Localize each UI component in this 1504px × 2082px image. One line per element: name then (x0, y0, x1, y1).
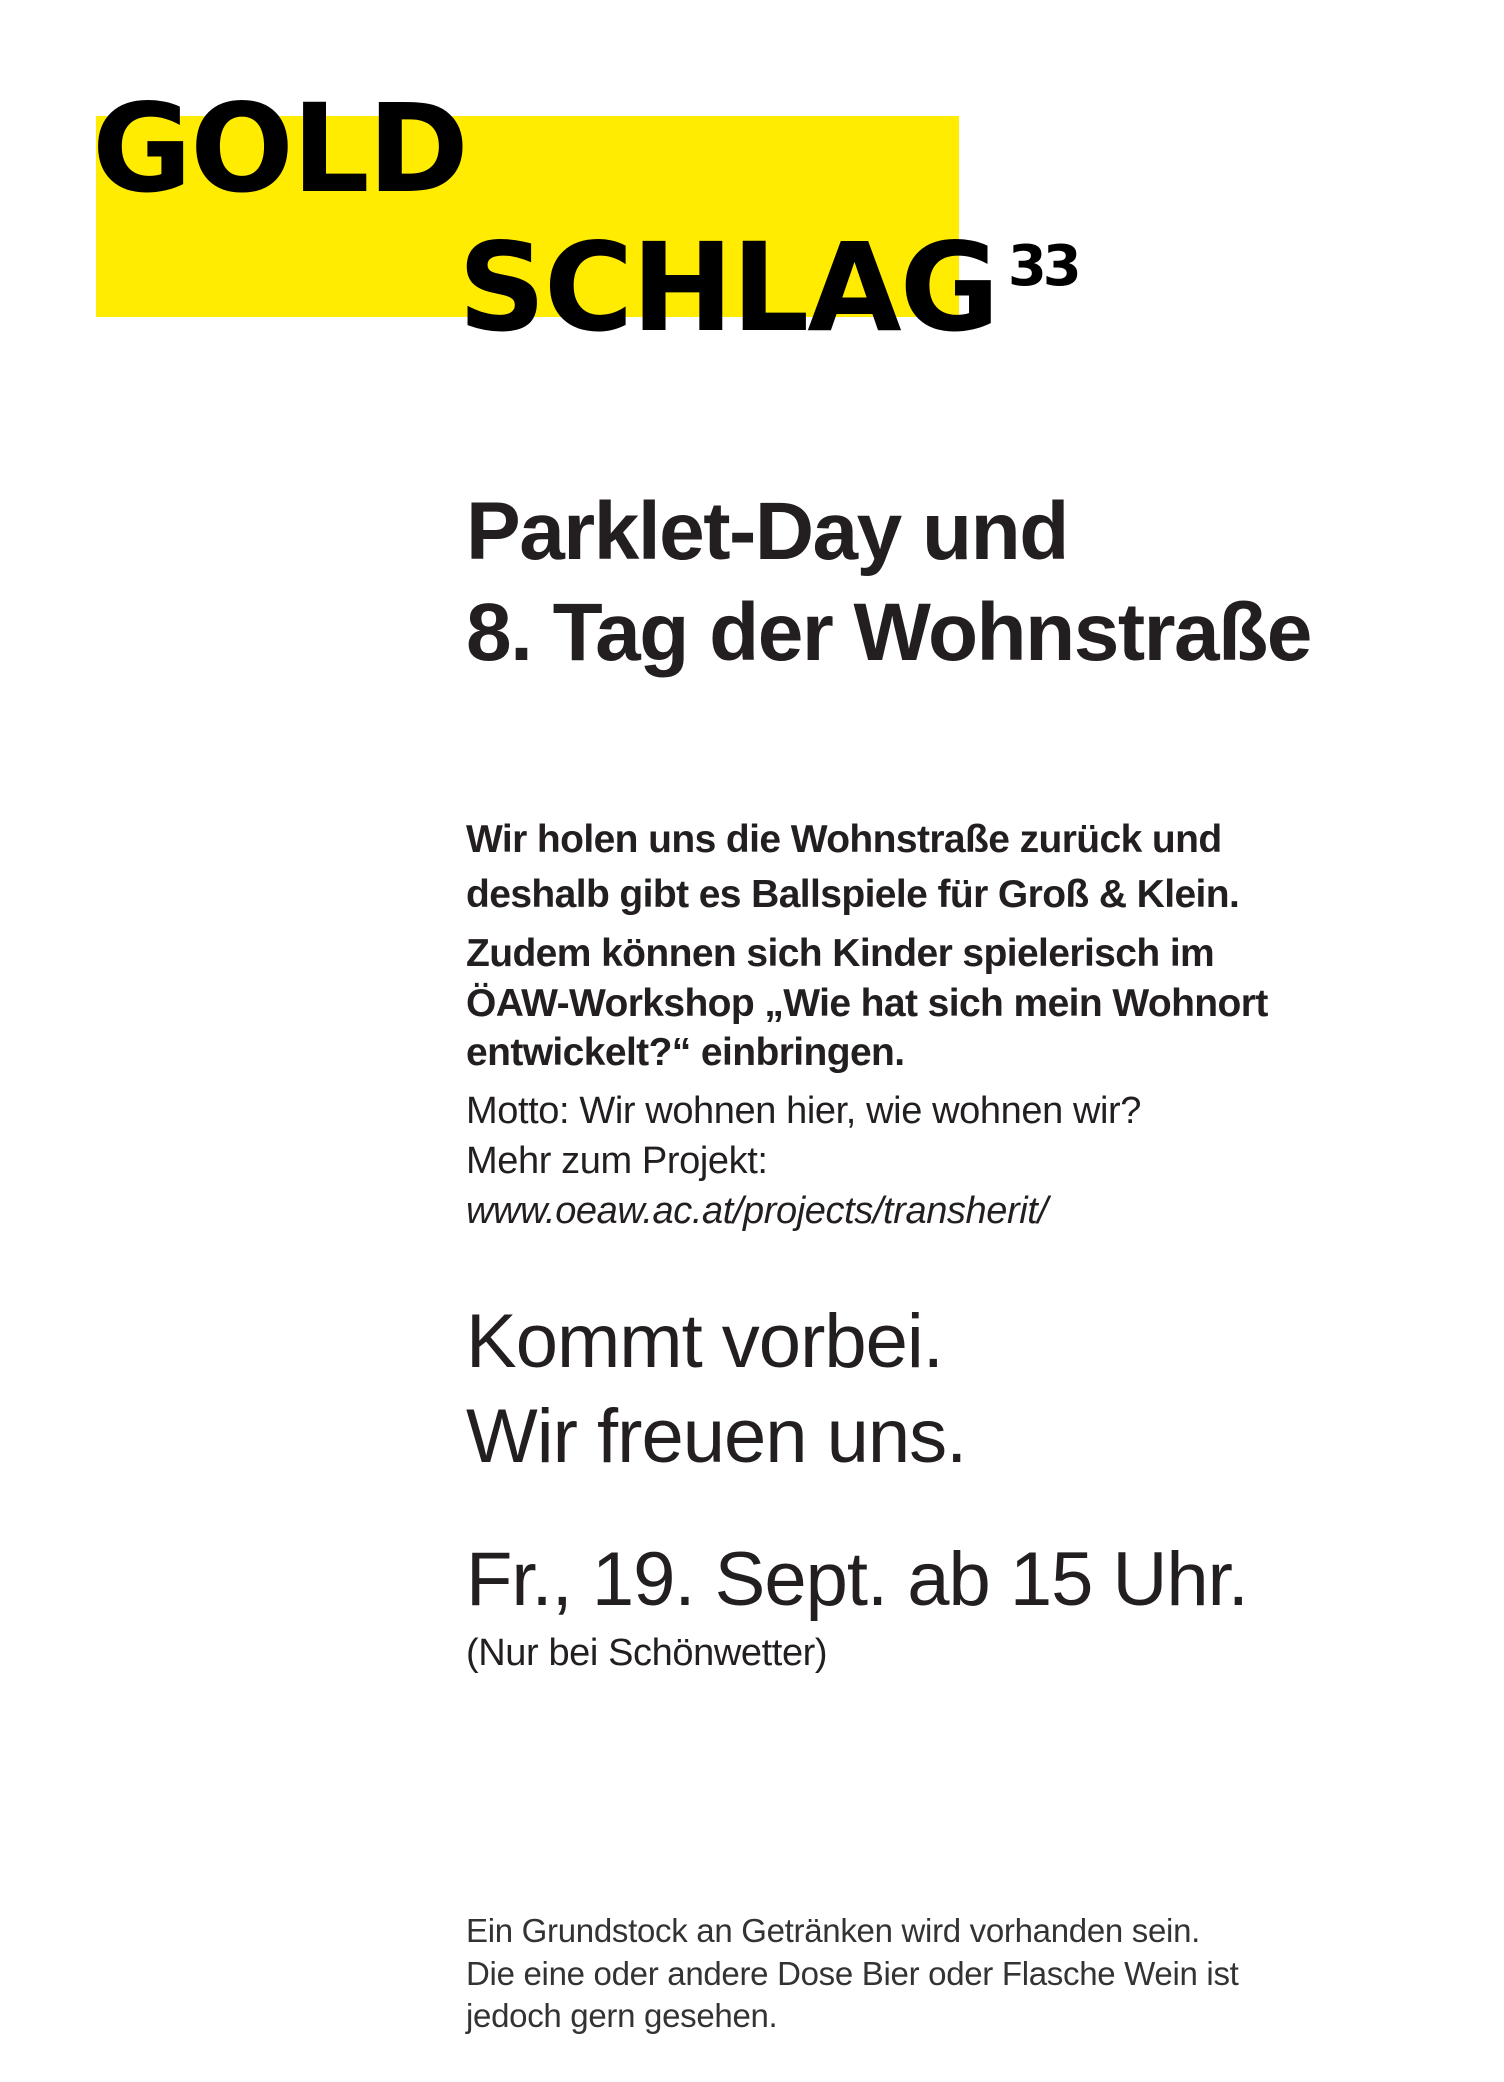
footer-line: Ein Grundstock an Getränken wird vorhanden sein. (466, 1912, 1201, 1949)
weather-note: (Nur bei Schönwetter) (466, 1632, 828, 1674)
intro-line: Zudem können sich Kinder spielerisch im (466, 932, 1215, 975)
intro-line: deshalb gibt es Ballspiele für Groß & Klein. (466, 873, 1240, 916)
page-title-line2: 8. Tag der Wohnstraße (466, 587, 1311, 678)
project-url: www.oeaw.ac.at/projects/transherit/ (466, 1190, 1048, 1232)
logo-schlag: SCHLAG (458, 217, 998, 359)
intro-line: entwickelt?“ einbringen. (466, 1031, 905, 1074)
footer-line: jedoch gern gesehen. (466, 1997, 778, 2034)
logo-schlag-row (458, 217, 1078, 359)
intro-line: Wir holen uns die Wohnstraße zurück und (466, 818, 1222, 861)
page-title-line1: Parklet-Day und (466, 486, 1068, 577)
logo-superscript: 33 (1007, 234, 1078, 299)
footer-line: Die eine oder andere Dose Bier oder Flasche Wein ist (466, 1955, 1239, 1992)
event-date: Fr., 19. Sept. ab 15 Uhr. (466, 1537, 1248, 1622)
logo-gold: GOLD (92, 78, 467, 220)
intro-line: ÖAW-Workshop „Wie hat sich mein Wohnort (466, 982, 1268, 1025)
more-label: Mehr zum Projekt: (466, 1140, 768, 1182)
invite-line1: Kommt vorbei. (466, 1299, 943, 1384)
motto-text: Motto: Wir wohnen hier, wie wohnen wir? (466, 1090, 1142, 1132)
invite-line2: Wir freuen uns. (466, 1394, 967, 1479)
